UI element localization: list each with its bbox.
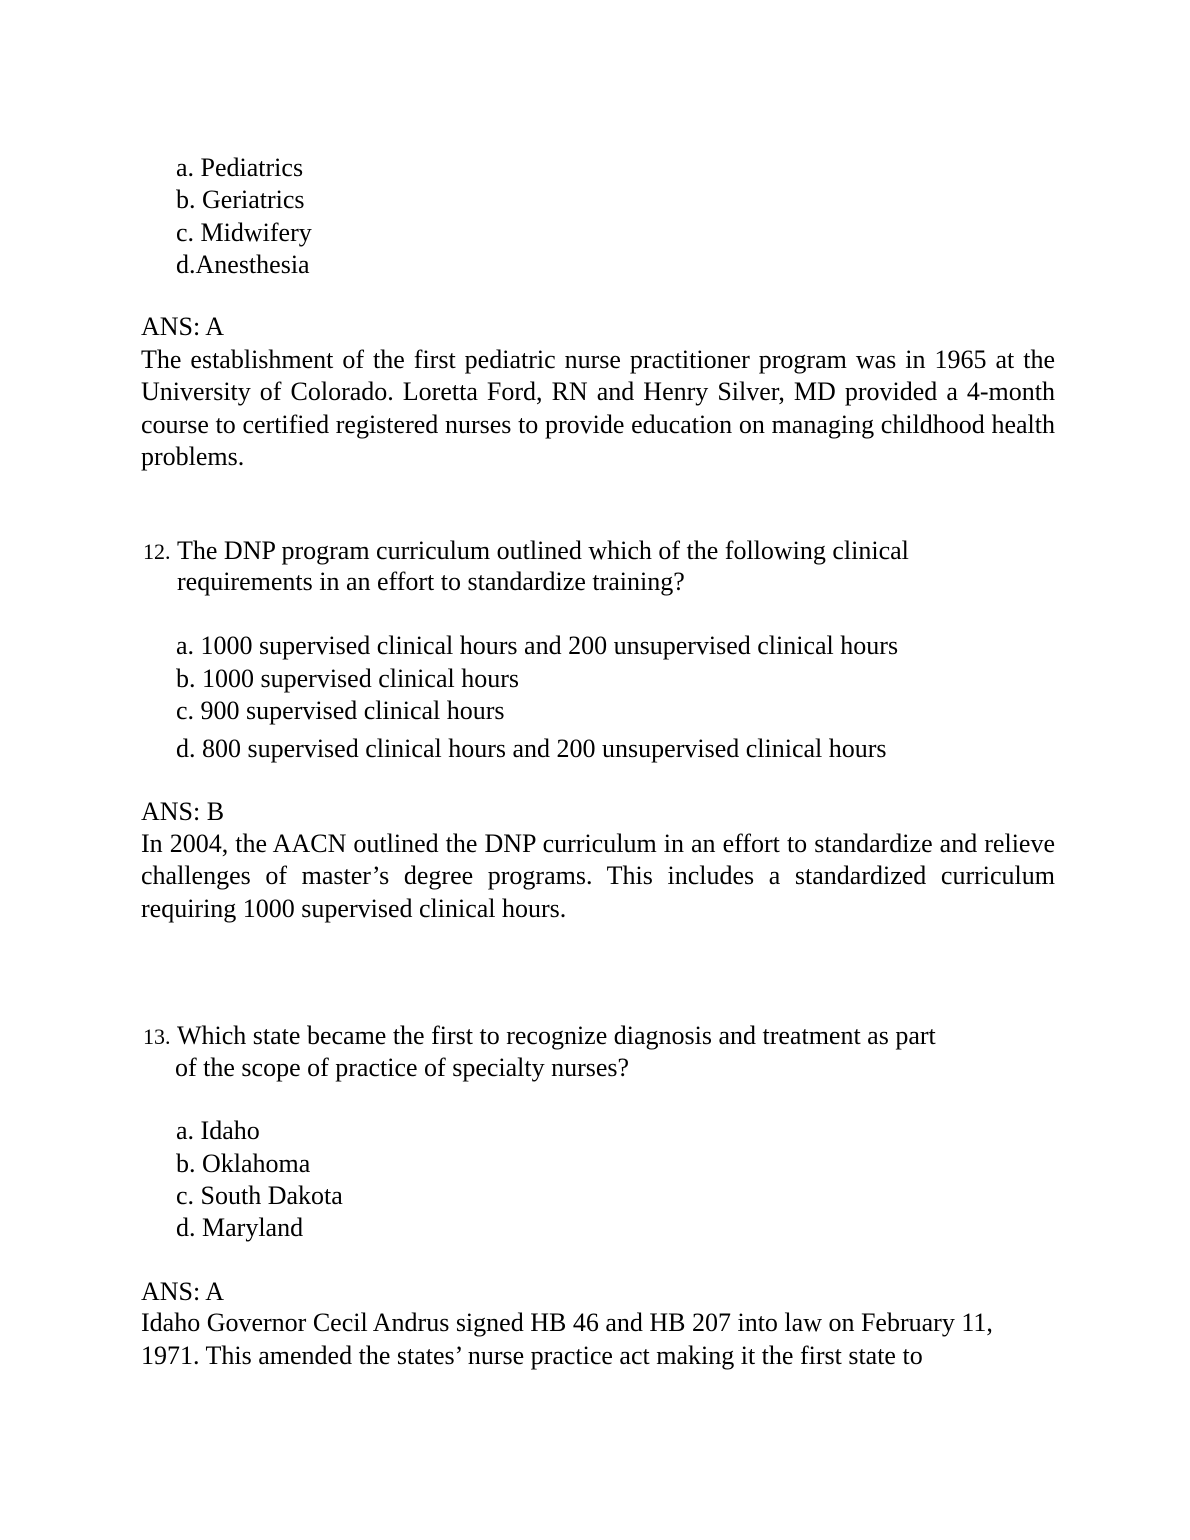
q13-option-a: a. Idaho <box>176 1116 260 1145</box>
q12-option-d: d. 800 supervised clinical hours and 200 unsupervised clinical hours <box>176 734 887 763</box>
q13-option-b: b. Oklahoma <box>176 1149 311 1178</box>
q11-rationale: The establishment of the first pediatric nurse practitioner program was in 1965 at the University of Colorado. Loretta Ford, RN and Henry Silver, MD provided a 4-month course to certified registered nurses to provide education on managing childhood health problems. <box>141 345 1055 471</box>
q11-option-b: b. Geriatrics <box>176 185 305 214</box>
q13-option-d: d. Maryland <box>176 1213 304 1242</box>
q12-option-c: c. 900 supervised clinical hours <box>176 696 505 725</box>
q13-stem-line2: of the scope of practice of specialty nurses? <box>175 1053 630 1082</box>
q12-rationale: In 2004, the AACN outlined the DNP curriculum in an effort to standardize and relieve challenges of master’s degree programs. This includes a standardized curriculum requiring 1000 supervised clinical hours. <box>141 829 1055 923</box>
q11-option-d: d.Anesthesia <box>176 250 310 279</box>
q13-stem-text: Which state became the first to recognize diagnosis and treatment as part <box>177 1021 936 1050</box>
q13-rationale-line2: 1971. This amended the states’ nurse practice act making it the first state to <box>141 1341 923 1370</box>
q11-answer: ANS: A <box>141 312 225 341</box>
q13-rationale-line1: Idaho Governor Cecil Andrus signed HB 46 and HB 207 into law on February 11, <box>141 1308 993 1337</box>
q13-stem-line1 <box>143 1020 936 1053</box>
q11-option-a: a. Pediatrics <box>176 153 304 182</box>
q12-number: 12. <box>143 539 171 564</box>
q13-number: 13. <box>143 1024 171 1049</box>
q12-stem-line2: requirements in an effort to standardize training? <box>177 567 685 596</box>
q12-option-b: b. 1000 supervised clinical hours <box>176 664 519 693</box>
q12-answer: ANS: B <box>141 797 225 826</box>
q12-stem-text: The DNP program curriculum outlined which of the following clinical <box>177 536 909 565</box>
q12-stem-line1 <box>143 535 909 568</box>
q11-option-c: c. Midwifery <box>176 218 312 247</box>
q12-option-a: a. 1000 supervised clinical hours and 200 unsupervised clinical hours <box>176 631 899 660</box>
q13-answer: ANS: A <box>141 1277 225 1306</box>
q13-option-c: c. South Dakota <box>176 1181 343 1210</box>
